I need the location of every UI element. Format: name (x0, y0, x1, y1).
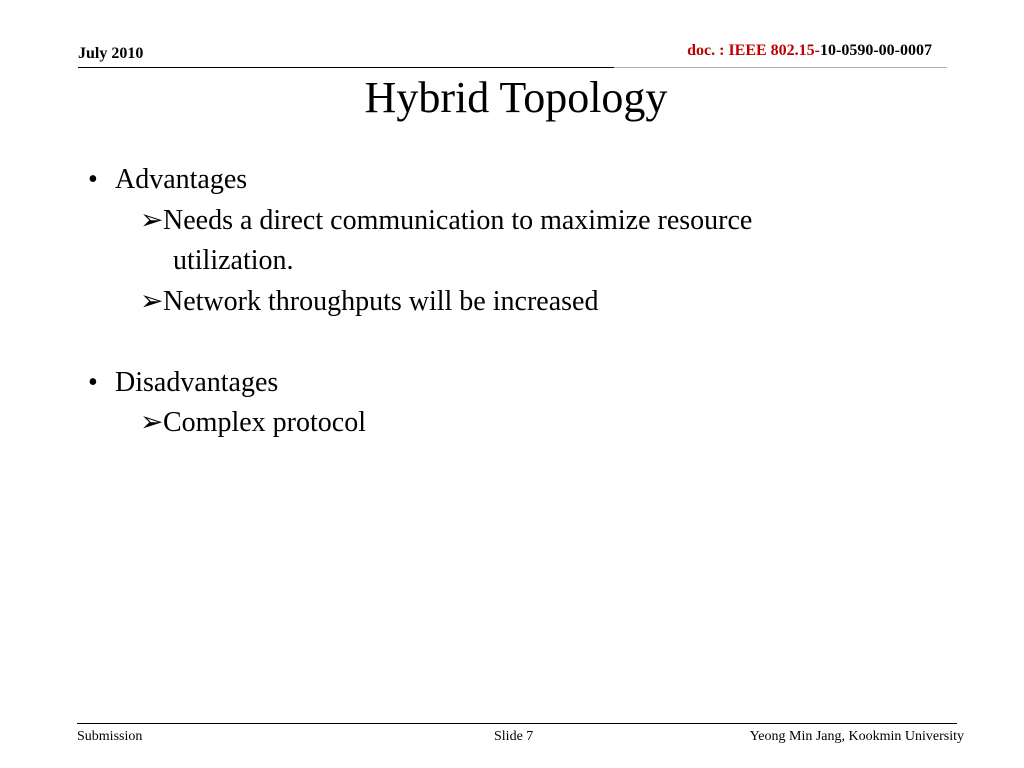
arrow-bullet-icon: ➢ (140, 407, 164, 438)
bullet-disadvantages (88, 363, 928, 404)
sub-bullet-text: Needs a direct communication to maximize resource (163, 204, 753, 236)
doc-id-number: 10-0590-00-0007 (820, 42, 932, 59)
footer-divider (77, 723, 957, 724)
slide-title: Hybrid Topology (364, 73, 668, 122)
bullet-advantages (88, 160, 928, 201)
header-date: July 2010 (78, 45, 144, 62)
sub-bullet-throughput (88, 282, 928, 323)
slide-body (88, 160, 928, 444)
sub-bullet-direct-communication (88, 201, 928, 282)
footer-submission: Submission (77, 729, 143, 744)
spacer (88, 322, 928, 363)
bullet-heading: Advantages (115, 164, 248, 195)
arrow-bullet-icon: ➢ (140, 204, 164, 236)
bullet-heading: Disadvantages (115, 366, 279, 398)
bullet-dot-icon: • (88, 164, 98, 195)
sub-bullet-complex-protocol (88, 403, 928, 444)
bullet-dot-icon: • (88, 366, 98, 398)
footer-slide-number: Slide 7 (494, 729, 534, 744)
sub-bullet-text: Complex protocol (163, 407, 366, 438)
sub-bullet-text-continued: utilization. (173, 245, 294, 276)
sub-bullet-text: Network throughputs will be increased (163, 285, 599, 317)
footer-author: Yeong Min Jang, Kookmin University (749, 729, 964, 744)
header-doc-id (687, 42, 932, 60)
doc-id-prefix: doc. : IEEE 802.15- (687, 42, 821, 59)
arrow-bullet-icon: ➢ (140, 285, 164, 317)
